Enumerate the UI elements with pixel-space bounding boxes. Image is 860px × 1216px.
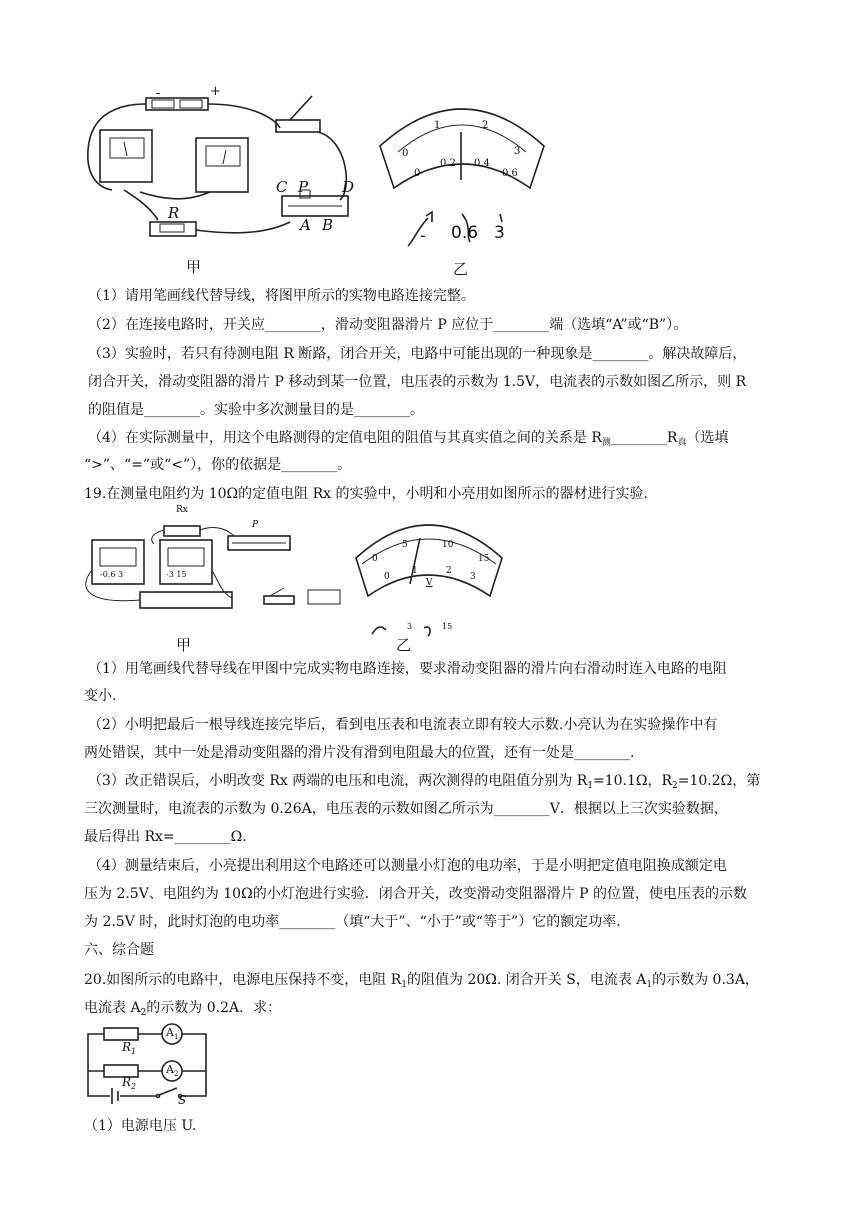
q20-text-e: 的示数为 0.2A．求： [146,1000,282,1016]
q19-part3-line1 [88,771,760,796]
q19-stem: 19.在测量电阻约为 10Ω的定值电阻 Rx 的实验中，小明和小亮用如图所示的器材进行实验. [84,486,648,502]
voltmeter-terminals: -3 15 [166,570,187,579]
q19-part3-text-b: =10.1Ω，R [592,773,673,789]
r-true-subscript: 真 [677,438,687,448]
q20-part1: （1）电源电压 U. [84,1118,197,1134]
fig2-meter-unit: V [426,578,433,588]
fig2-meter-bottom-1: 1 [412,566,418,576]
rheostat-label-b: B [322,216,334,234]
q18-part2: （2）在连接电路时，开关应________，滑动变阻器滑片 P 应位于________端（选填“A”或“B”）。 [88,317,688,333]
terminal-3: 3 [494,223,505,243]
q18-part3-line1: （3）实验时，若只有待测电阻 R 断路，闭合开关，电路中可能出现的一种现象是________。解决故障后， [88,346,747,362]
meter-top-scale-1: 1 [434,120,441,131]
r-measured-subscript: 测 [601,438,611,448]
meter-top-scale-2: 2 [482,120,489,131]
q19-part1-line1: （1）用笔画线代替导线在甲图中完成实物电路连接，要求滑动变阻器的滑片向右滑动时连入电路的电阻 [88,661,727,677]
figure-3-circuit [0,1024,860,1124]
fig2-terminal-3: 3 [407,622,413,631]
q19-part1-line2: 变小. [84,688,117,704]
resistor-label: R [168,204,180,222]
q18-part1: （1）请用笔画线代替导线，将图甲所示的实物电路连接完整。 [88,288,475,304]
figure-1-circuit [0,0,860,290]
q20-text-c: 的示数为 0.3A， [652,972,759,988]
fig2-meter-bottom-3: 3 [470,572,476,582]
fig3-a2-label [166,1063,178,1078]
rheostat-label-c: C [276,178,288,196]
figure-2-caption-right: 乙 [396,636,412,654]
fig2-meter-top-10: 10 [442,540,454,550]
q19-part3-line3: 最后得出 Rx=________Ω. [84,829,247,845]
q20-text-a: 20.如图所示的电路中，电源电压保持不变，电阻 R [84,972,402,988]
figure-1-caption-left: 甲 [186,258,202,276]
fig3-r1-letter: R [122,1040,132,1054]
r2-subscript: 2 [672,781,678,791]
fig3-a1-sub: 1 [173,1033,179,1041]
ammeter-terminals: -0.6 3 [100,570,124,579]
fig3-a1-label [166,1026,178,1041]
figure-2-caption-left: 甲 [176,636,192,654]
fig3-r1-sub: 1 [131,1047,137,1056]
fig2-terminal-15: 15 [442,622,453,631]
q19-part3-text-c: =10.2Ω，第 [677,773,761,789]
fig2-meter-top-5: 5 [402,540,408,550]
battery-minus-label: - [156,86,161,101]
rheostat-label-a: A [300,216,311,234]
rheostat-label-p: P [298,178,309,196]
fig3-a2-sub: 2 [173,1070,179,1078]
fig3-r2-sub: 2 [131,1082,137,1091]
fig3-r2-label [122,1075,136,1091]
q20-text-d: 电流表 A [84,1000,141,1016]
q19-part4-line2: 压为 2.5V、电阻约为 10Ω的小灯泡进行实验．闭合开关，改变滑动变阻器滑片 P 的位置，使电压表的示数 [84,886,748,902]
q19-part4-line3: 为 2.5V 时，此时灯泡的电功率________（填“大于”、“小于”或“等于”）它的额定功率. [84,914,621,930]
meter-bottom-scale-1: 0.2 [440,158,456,169]
fig3-r1-label [122,1040,136,1056]
meter-bottom-scale-3: 0.6 [502,168,518,179]
fig2-meter-bottom-0: 0 [384,572,390,582]
q19-part3-line2: 三次测量时，电流表的示数为 0.26A，电压表的示数如图乙所示为________V．根据以上三次实验数据， [84,801,728,817]
r1-subscript: 1 [587,781,593,791]
fig2-label-rx: Rx [176,505,188,515]
fig2-label-p: P [252,520,259,530]
terminal-minus: - [420,226,426,245]
rheostat-label-d: D [342,178,355,196]
q20-stem-line1 [84,970,759,995]
fig3-r2-letter: R [122,1075,132,1089]
meter-bottom-scale-0: 0 [414,168,421,179]
q19-part3-text-a: （3）改正错误后，小明改变 Rx 两端的电压和电流，两次测得的电阻值分别为 R [88,773,588,789]
fig2-meter-top-0: 0 [372,554,378,564]
fig2-meter-top-15: 15 [478,554,490,564]
battery-plus-label: + [210,84,221,99]
terminal-0-6: 0.6 [451,223,479,243]
q18-part4-text-b: ________R [610,430,678,446]
q18-part3-line2: 闭合开关，滑动变阻器的滑片 P 移动到某一位置，电压表的示数为 1.5V，电流表的示数如图乙所示，则 R [88,374,747,390]
fig3-a2-letter: A [166,1063,174,1076]
q20-stem-line2 [84,998,281,1023]
meter-zero-label: 0 [402,148,409,159]
q18-part4-text-c: （选填 [686,430,729,446]
q18-part4-text-a: （4）在实际测量中，用这个电路测得的定值电阻的阻值与其真实值之间的关系是 R [88,430,602,446]
figure-1-caption-right: 乙 [453,260,469,278]
q19-part4-line1: （4）测量结束后，小亮提出利用这个电路还可以测量小灯泡的电功率，于是小明把定值电阻换成额定电 [88,858,727,874]
meter-three-label: 3 [514,146,521,157]
q20-a1-subscript: 1 [646,980,653,990]
q19-part2-line1: （2）小明把最后一根导线连接完毕后，看到电压表和电流表立即有较大示数.小亮认为在实验操作中有 [88,717,718,733]
q20-a2-subscript: 2 [140,1008,147,1018]
fig3-a1-letter: A [166,1026,174,1039]
section-6-heading: 六、综合题 [84,942,154,958]
q20-r1-subscript: 1 [401,980,407,990]
fig2-meter-bottom-2: 2 [446,566,452,576]
q18-part4-line1 [88,428,728,453]
q19-part2-line2: 两处错误，其中一处是滑动变阻器的滑片没有滑到电阻最大的位置，还有一处是________. [84,745,635,761]
q18-part3-line3: 的阻值是________。实验中多次测量目的是________。 [88,402,424,418]
q20-text-b: 的阻值为 20Ω. 闭合开关 S，电流表 A [407,972,647,988]
fig3-switch-label: S [178,1093,187,1107]
meter-bottom-scale-2: 0.4 [474,158,490,169]
q18-part4-line2: “>”、“=”或“<”），你的依据是________。 [84,457,352,473]
